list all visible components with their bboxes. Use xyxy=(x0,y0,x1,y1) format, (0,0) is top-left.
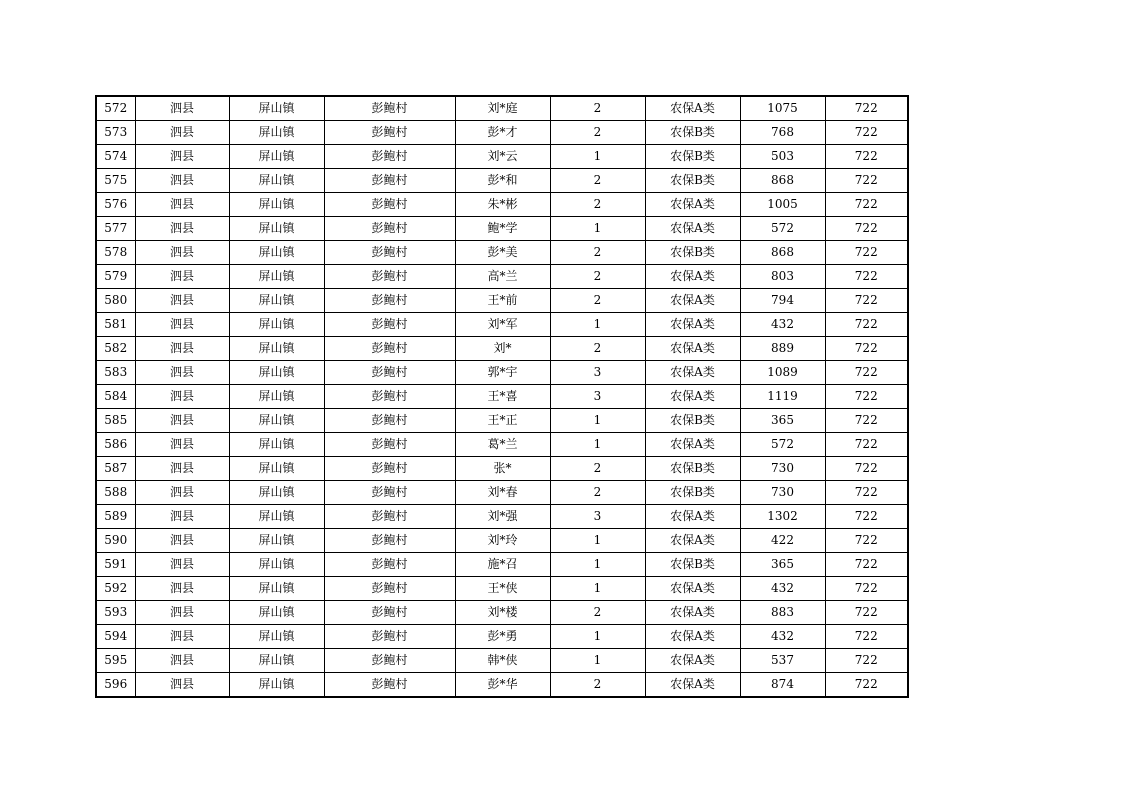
standard-cell: 722 xyxy=(825,193,908,217)
village-cell: 彭鲍村 xyxy=(324,409,455,433)
standard-cell: 722 xyxy=(825,96,908,121)
category-cell: 农保A类 xyxy=(645,625,740,649)
household-size-cell: 3 xyxy=(550,385,645,409)
county-cell: 泗县 xyxy=(135,625,229,649)
standard-cell: 722 xyxy=(825,361,908,385)
town-cell: 屏山镇 xyxy=(229,649,324,673)
village-cell: 彭鲍村 xyxy=(324,553,455,577)
serial-number-cell: 592 xyxy=(96,577,135,601)
amount-cell: 883 xyxy=(740,601,825,625)
town-cell: 屏山镇 xyxy=(229,553,324,577)
standard-cell: 722 xyxy=(825,217,908,241)
amount-cell: 432 xyxy=(740,625,825,649)
amount-cell: 868 xyxy=(740,241,825,265)
town-cell: 屏山镇 xyxy=(229,673,324,698)
table-row xyxy=(96,313,908,337)
village-cell: 彭鲍村 xyxy=(324,289,455,313)
amount-cell: 794 xyxy=(740,289,825,313)
village-cell: 彭鲍村 xyxy=(324,265,455,289)
county-cell: 泗县 xyxy=(135,433,229,457)
county-cell: 泗县 xyxy=(135,265,229,289)
serial-number-cell: 574 xyxy=(96,145,135,169)
standard-cell: 722 xyxy=(825,289,908,313)
amount-cell: 537 xyxy=(740,649,825,673)
village-cell: 彭鲍村 xyxy=(324,96,455,121)
town-cell: 屏山镇 xyxy=(229,625,324,649)
table-row xyxy=(96,577,908,601)
category-cell: 农保A类 xyxy=(645,96,740,121)
town-cell: 屏山镇 xyxy=(229,265,324,289)
category-cell: 农保A类 xyxy=(645,289,740,313)
amount-cell: 874 xyxy=(740,673,825,698)
village-cell: 彭鲍村 xyxy=(324,457,455,481)
standard-cell: 722 xyxy=(825,457,908,481)
standard-cell: 722 xyxy=(825,433,908,457)
household-size-cell: 1 xyxy=(550,529,645,553)
standard-cell: 722 xyxy=(825,649,908,673)
village-cell: 彭鲍村 xyxy=(324,625,455,649)
category-cell: 农保A类 xyxy=(645,265,740,289)
amount-cell: 730 xyxy=(740,481,825,505)
household-size-cell: 1 xyxy=(550,649,645,673)
town-cell: 屏山镇 xyxy=(229,409,324,433)
name-cell: 韩*侠 xyxy=(455,649,550,673)
standard-cell: 722 xyxy=(825,505,908,529)
county-cell: 泗县 xyxy=(135,457,229,481)
name-cell: 施*召 xyxy=(455,553,550,577)
household-size-cell: 2 xyxy=(550,193,645,217)
county-cell: 泗县 xyxy=(135,505,229,529)
household-size-cell: 1 xyxy=(550,409,645,433)
county-cell: 泗县 xyxy=(135,553,229,577)
town-cell: 屏山镇 xyxy=(229,169,324,193)
village-cell: 彭鲍村 xyxy=(324,481,455,505)
household-size-cell: 2 xyxy=(550,96,645,121)
household-size-cell: 2 xyxy=(550,289,645,313)
amount-cell: 1075 xyxy=(740,96,825,121)
amount-cell: 730 xyxy=(740,457,825,481)
table-row xyxy=(96,457,908,481)
household-size-cell: 1 xyxy=(550,577,645,601)
town-cell: 屏山镇 xyxy=(229,385,324,409)
table-row xyxy=(96,553,908,577)
name-cell: 王*前 xyxy=(455,289,550,313)
village-cell: 彭鲍村 xyxy=(324,361,455,385)
amount-cell: 768 xyxy=(740,121,825,145)
serial-number-cell: 577 xyxy=(96,217,135,241)
village-cell: 彭鲍村 xyxy=(324,673,455,698)
town-cell: 屏山镇 xyxy=(229,241,324,265)
table-row xyxy=(96,217,908,241)
town-cell: 屏山镇 xyxy=(229,457,324,481)
name-cell: 郭*宇 xyxy=(455,361,550,385)
standard-cell: 722 xyxy=(825,577,908,601)
data-table xyxy=(95,95,909,698)
household-size-cell: 1 xyxy=(550,145,645,169)
name-cell: 刘*军 xyxy=(455,313,550,337)
table-row xyxy=(96,409,908,433)
name-cell: 彭*和 xyxy=(455,169,550,193)
name-cell: 葛*兰 xyxy=(455,433,550,457)
name-cell: 王*喜 xyxy=(455,385,550,409)
category-cell: 农保A类 xyxy=(645,217,740,241)
amount-cell: 1005 xyxy=(740,193,825,217)
county-cell: 泗县 xyxy=(135,361,229,385)
table-row xyxy=(96,241,908,265)
name-cell: 刘*楼 xyxy=(455,601,550,625)
village-cell: 彭鲍村 xyxy=(324,505,455,529)
household-size-cell: 2 xyxy=(550,265,645,289)
table-row xyxy=(96,169,908,193)
category-cell: 农保A类 xyxy=(645,361,740,385)
town-cell: 屏山镇 xyxy=(229,577,324,601)
serial-number-cell: 587 xyxy=(96,457,135,481)
household-size-cell: 1 xyxy=(550,433,645,457)
amount-cell: 432 xyxy=(740,313,825,337)
county-cell: 泗县 xyxy=(135,289,229,313)
county-cell: 泗县 xyxy=(135,121,229,145)
category-cell: 农保B类 xyxy=(645,553,740,577)
standard-cell: 722 xyxy=(825,601,908,625)
standard-cell: 722 xyxy=(825,481,908,505)
county-cell: 泗县 xyxy=(135,673,229,698)
standard-cell: 722 xyxy=(825,145,908,169)
village-cell: 彭鲍村 xyxy=(324,601,455,625)
table-row xyxy=(96,481,908,505)
serial-number-cell: 595 xyxy=(96,649,135,673)
county-cell: 泗县 xyxy=(135,577,229,601)
table-row xyxy=(96,289,908,313)
name-cell: 张* xyxy=(455,457,550,481)
standard-cell: 722 xyxy=(825,673,908,698)
name-cell: 鲍*学 xyxy=(455,217,550,241)
household-size-cell: 2 xyxy=(550,601,645,625)
name-cell: 刘*春 xyxy=(455,481,550,505)
county-cell: 泗县 xyxy=(135,529,229,553)
amount-cell: 1119 xyxy=(740,385,825,409)
category-cell: 农保B类 xyxy=(645,409,740,433)
name-cell: 刘*玲 xyxy=(455,529,550,553)
category-cell: 农保A类 xyxy=(645,313,740,337)
county-cell: 泗县 xyxy=(135,409,229,433)
household-size-cell: 3 xyxy=(550,361,645,385)
serial-number-cell: 594 xyxy=(96,625,135,649)
amount-cell: 1302 xyxy=(740,505,825,529)
town-cell: 屏山镇 xyxy=(229,481,324,505)
village-cell: 彭鲍村 xyxy=(324,529,455,553)
category-cell: 农保A类 xyxy=(645,577,740,601)
serial-number-cell: 591 xyxy=(96,553,135,577)
amount-cell: 422 xyxy=(740,529,825,553)
serial-number-cell: 589 xyxy=(96,505,135,529)
table-row xyxy=(96,505,908,529)
county-cell: 泗县 xyxy=(135,145,229,169)
household-size-cell: 2 xyxy=(550,121,645,145)
table-row xyxy=(96,625,908,649)
category-cell: 农保A类 xyxy=(645,193,740,217)
household-size-cell: 2 xyxy=(550,169,645,193)
town-cell: 屏山镇 xyxy=(229,121,324,145)
serial-number-cell: 585 xyxy=(96,409,135,433)
table-row xyxy=(96,121,908,145)
village-cell: 彭鲍村 xyxy=(324,577,455,601)
name-cell: 刘*庭 xyxy=(455,96,550,121)
amount-cell: 572 xyxy=(740,217,825,241)
village-cell: 彭鲍村 xyxy=(324,337,455,361)
village-cell: 彭鲍村 xyxy=(324,193,455,217)
name-cell: 刘*云 xyxy=(455,145,550,169)
county-cell: 泗县 xyxy=(135,313,229,337)
town-cell: 屏山镇 xyxy=(229,601,324,625)
amount-cell: 365 xyxy=(740,553,825,577)
category-cell: 农保A类 xyxy=(645,505,740,529)
category-cell: 农保A类 xyxy=(645,385,740,409)
category-cell: 农保A类 xyxy=(645,649,740,673)
village-cell: 彭鲍村 xyxy=(324,241,455,265)
name-cell: 彭*华 xyxy=(455,673,550,698)
serial-number-cell: 583 xyxy=(96,361,135,385)
table-row xyxy=(96,385,908,409)
town-cell: 屏山镇 xyxy=(229,289,324,313)
standard-cell: 722 xyxy=(825,385,908,409)
table-row xyxy=(96,361,908,385)
county-cell: 泗县 xyxy=(135,385,229,409)
table-row xyxy=(96,265,908,289)
village-cell: 彭鲍村 xyxy=(324,121,455,145)
amount-cell: 572 xyxy=(740,433,825,457)
standard-cell: 722 xyxy=(825,337,908,361)
county-cell: 泗县 xyxy=(135,241,229,265)
serial-number-cell: 579 xyxy=(96,265,135,289)
category-cell: 农保B类 xyxy=(645,457,740,481)
county-cell: 泗县 xyxy=(135,601,229,625)
town-cell: 屏山镇 xyxy=(229,505,324,529)
county-cell: 泗县 xyxy=(135,337,229,361)
village-cell: 彭鲍村 xyxy=(324,649,455,673)
amount-cell: 1089 xyxy=(740,361,825,385)
table-row xyxy=(96,649,908,673)
town-cell: 屏山镇 xyxy=(229,313,324,337)
name-cell: 彭*美 xyxy=(455,241,550,265)
standard-cell: 722 xyxy=(825,313,908,337)
town-cell: 屏山镇 xyxy=(229,96,324,121)
town-cell: 屏山镇 xyxy=(229,529,324,553)
serial-number-cell: 572 xyxy=(96,96,135,121)
town-cell: 屏山镇 xyxy=(229,145,324,169)
standard-cell: 722 xyxy=(825,409,908,433)
table-row xyxy=(96,529,908,553)
category-cell: 农保B类 xyxy=(645,145,740,169)
table-row xyxy=(96,673,908,698)
serial-number-cell: 590 xyxy=(96,529,135,553)
category-cell: 农保A类 xyxy=(645,337,740,361)
category-cell: 农保A类 xyxy=(645,433,740,457)
amount-cell: 503 xyxy=(740,145,825,169)
town-cell: 屏山镇 xyxy=(229,217,324,241)
serial-number-cell: 575 xyxy=(96,169,135,193)
standard-cell: 722 xyxy=(825,265,908,289)
town-cell: 屏山镇 xyxy=(229,193,324,217)
name-cell: 高*兰 xyxy=(455,265,550,289)
county-cell: 泗县 xyxy=(135,169,229,193)
table-row xyxy=(96,145,908,169)
amount-cell: 889 xyxy=(740,337,825,361)
standard-cell: 722 xyxy=(825,625,908,649)
county-cell: 泗县 xyxy=(135,193,229,217)
serial-number-cell: 580 xyxy=(96,289,135,313)
county-cell: 泗县 xyxy=(135,481,229,505)
standard-cell: 722 xyxy=(825,121,908,145)
village-cell: 彭鲍村 xyxy=(324,385,455,409)
table-row xyxy=(96,193,908,217)
standard-cell: 722 xyxy=(825,553,908,577)
standard-cell: 722 xyxy=(825,529,908,553)
name-cell: 刘* xyxy=(455,337,550,361)
village-cell: 彭鲍村 xyxy=(324,313,455,337)
village-cell: 彭鲍村 xyxy=(324,145,455,169)
serial-number-cell: 576 xyxy=(96,193,135,217)
serial-number-cell: 588 xyxy=(96,481,135,505)
county-cell: 泗县 xyxy=(135,96,229,121)
table-row xyxy=(96,433,908,457)
category-cell: 农保A类 xyxy=(645,529,740,553)
serial-number-cell: 584 xyxy=(96,385,135,409)
serial-number-cell: 573 xyxy=(96,121,135,145)
category-cell: 农保A类 xyxy=(645,673,740,698)
household-size-cell: 1 xyxy=(550,313,645,337)
household-size-cell: 1 xyxy=(550,217,645,241)
category-cell: 农保B类 xyxy=(645,481,740,505)
household-size-cell: 2 xyxy=(550,673,645,698)
standard-cell: 722 xyxy=(825,241,908,265)
category-cell: 农保A类 xyxy=(645,601,740,625)
category-cell: 农保B类 xyxy=(645,241,740,265)
serial-number-cell: 582 xyxy=(96,337,135,361)
amount-cell: 365 xyxy=(740,409,825,433)
table-row xyxy=(96,96,908,121)
category-cell: 农保B类 xyxy=(645,169,740,193)
standard-cell: 722 xyxy=(825,169,908,193)
county-cell: 泗县 xyxy=(135,649,229,673)
table-row xyxy=(96,337,908,361)
serial-number-cell: 581 xyxy=(96,313,135,337)
household-size-cell: 3 xyxy=(550,505,645,529)
village-cell: 彭鲍村 xyxy=(324,217,455,241)
village-cell: 彭鲍村 xyxy=(324,433,455,457)
name-cell: 王*侠 xyxy=(455,577,550,601)
household-size-cell: 2 xyxy=(550,337,645,361)
town-cell: 屏山镇 xyxy=(229,433,324,457)
household-size-cell: 2 xyxy=(550,457,645,481)
serial-number-cell: 596 xyxy=(96,673,135,698)
serial-number-cell: 578 xyxy=(96,241,135,265)
category-cell: 农保B类 xyxy=(645,121,740,145)
county-cell: 泗县 xyxy=(135,217,229,241)
household-size-cell: 2 xyxy=(550,481,645,505)
household-size-cell: 1 xyxy=(550,553,645,577)
amount-cell: 432 xyxy=(740,577,825,601)
serial-number-cell: 586 xyxy=(96,433,135,457)
amount-cell: 803 xyxy=(740,265,825,289)
name-cell: 刘*强 xyxy=(455,505,550,529)
table-body xyxy=(96,96,908,697)
town-cell: 屏山镇 xyxy=(229,361,324,385)
amount-cell: 868 xyxy=(740,169,825,193)
serial-number-cell: 593 xyxy=(96,601,135,625)
name-cell: 彭*才 xyxy=(455,121,550,145)
name-cell: 朱*彬 xyxy=(455,193,550,217)
village-cell: 彭鲍村 xyxy=(324,169,455,193)
household-size-cell: 1 xyxy=(550,625,645,649)
table-row xyxy=(96,601,908,625)
name-cell: 王*正 xyxy=(455,409,550,433)
town-cell: 屏山镇 xyxy=(229,337,324,361)
household-size-cell: 2 xyxy=(550,241,645,265)
name-cell: 彭*勇 xyxy=(455,625,550,649)
